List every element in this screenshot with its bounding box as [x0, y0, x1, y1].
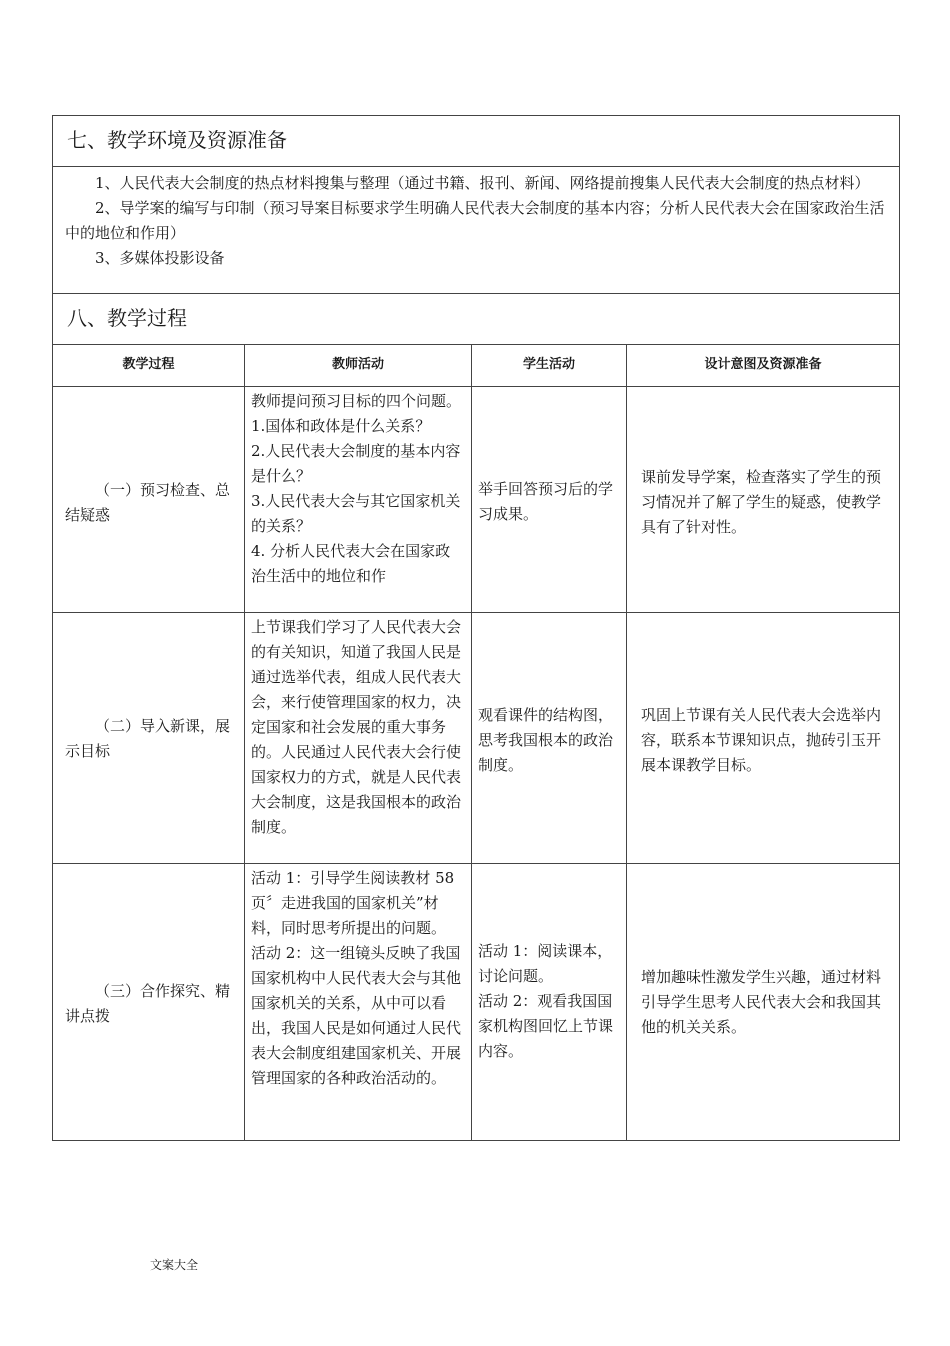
col-header-teacher: 教师活动 — [244, 344, 472, 387]
col-header-student: 学生活动 — [471, 344, 627, 387]
table-row-1-teacher: 教师提问预习目标的四个问题。 1.国体和政体是什么关系？ 2.人民代表大会制度的基本内容是什么？ 3.人民代表大会与其它国家机关的关系？ 4. 分析人民代表大会在国家政治生活中的地位和作 — [244, 386, 472, 613]
section8-heading-box — [52, 293, 900, 345]
col-header-stage: 教学过程 — [52, 344, 245, 387]
section7-heading: 七、教学环境及资源准备 — [67, 128, 287, 152]
section7-heading-box — [52, 115, 900, 167]
table-row-2-teacher: 上节课我们学习了人民代表大会的有关知识，知道了我国人民是通过选举代表，组成人民代表大会，来行使管理国家的权力，决定国家和社会发展的重大事务的。人民通过人民代表大会行使国家权力的方式，就是人民代表大会制度，这是我国根本的政治制度。 — [244, 612, 472, 864]
table-row-3-teacher: 活动 1：引导学生阅读教材 58 页〞走进我国的国家机关”材料，同时思考所提出的问题。 活动 2：这一组镜头反映了我国国家机构中人民代表大会与其他国家机关的关系，从中可以看出，我国人民是如何通过人民代表大会制度组建国家机关、开展管理国家的各种政治活动的。 — [244, 863, 472, 1141]
table-row-2-student: 观看课件的结构图，思考我国根本的政治制度。 — [471, 612, 627, 864]
table-row-3-stage: （三）合作探究、精讲点拨 — [52, 863, 245, 1141]
resource-item-2: 2、导学案的编写与印制（预习导案目标要求学生明确人民代表大会制度的基本内容；分析人民代表大会在国家政治生活中的地位和作用） — [65, 199, 885, 242]
table-row-1-design: 课前发导学案，检查落实了学生的预习情况并了解了学生的疑惑，使教学具有了针对性。 — [626, 386, 900, 613]
col-header-design: 设计意图及资源准备 — [626, 344, 900, 387]
table-row-1-student: 举手回答预习后的学习成果。 — [471, 386, 627, 613]
table-row-3-design: 增加趣味性激发学生兴趣，通过材料引导学生思考人民代表大会和我国其他的机关关系。 — [626, 863, 900, 1141]
table-row-3-student: 活动 1：阅读课本，讨论问题。 活动 2：观看我国国家机构图回忆上节课内容。 — [471, 863, 627, 1141]
table-row-2-stage: （二）导入新课，展示目标 — [52, 612, 245, 864]
resource-item-3: 3、多媒体投影设备 — [95, 249, 225, 267]
section7-content — [52, 166, 900, 294]
resource-item-1: 1、人民代表大会制度的热点材料搜集与整理（通过书籍、报刊、新闻、网络提前搜集人民代表大会制度的热点材料） — [95, 174, 870, 192]
table-row-1-stage: （一）预习检查、总结疑惑 — [52, 386, 245, 613]
footer-label: 文案大全 — [150, 1258, 199, 1272]
table-row-2-design: 巩固上节课有关人民代表大会选举内容，联系本节课知识点，抛砖引玉开展本课教学目标。 — [626, 612, 900, 864]
section8-heading: 八、教学过程 — [67, 306, 187, 330]
